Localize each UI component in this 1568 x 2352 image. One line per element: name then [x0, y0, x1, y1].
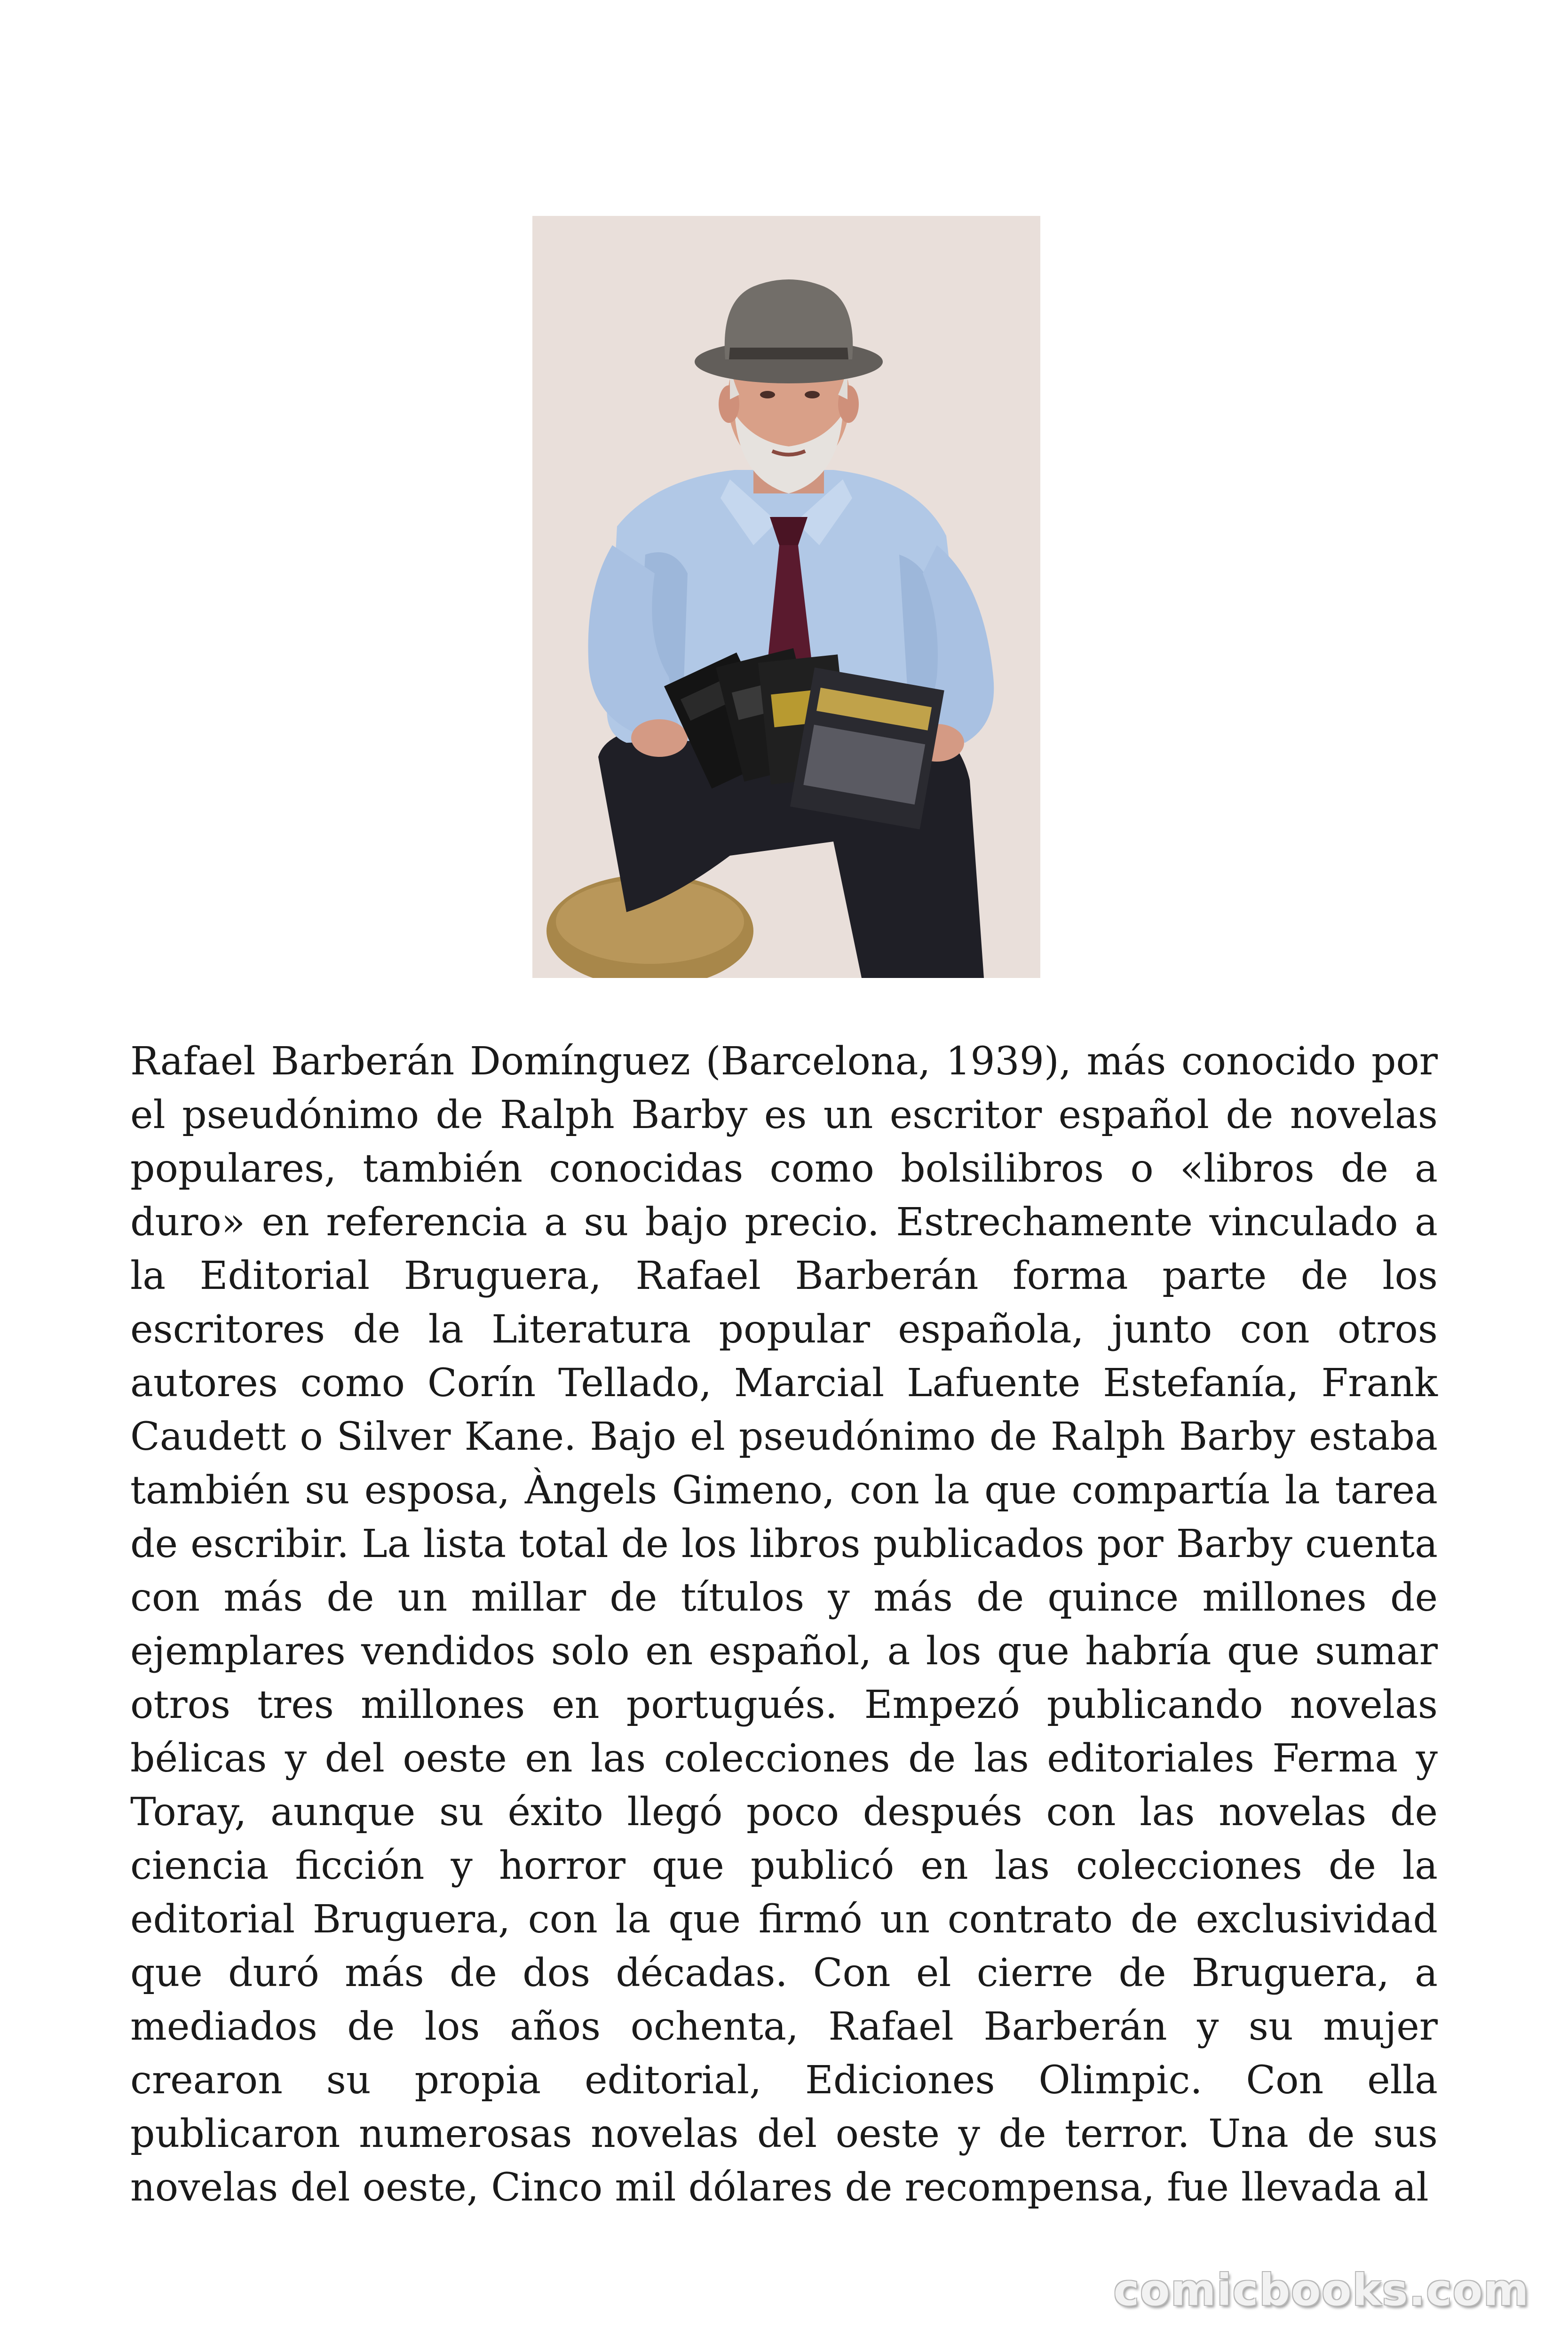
biography-paragraph: Rafael Barberán Domínguez (Barcelona, 1939), más conocido por el pseudónimo de Ralph Barby es un escritor español de novelas populares, también conocidas como bolsilibros o «libros de a duro» en referencia a su bajo precio. Estrechamente vinculado a la Editorial Bruguera, Rafael Barberán forma parte de los escritores de la Literatura popular española, junto con otros autores como Corín Tellado, Marcial Lafuente Estefanía, Frank Caudett o Silver Kane. Bajo el pseudónimo de Ralph Barby estaba también su esposa, Àngels Gimeno, con la que compartía la tarea de escribir. La lista total de los libros publicados por Barby cuenta con más de un millar de títulos y más de quince millones de ejemplares vendidos solo en español, a los que habría que sumar otros tres millones en portugués. Empezó publicando novelas bélicas y del oeste en las colecciones de las editoriales Ferma y Toray, aunque su éxito llegó poco después con las novelas de ciencia ficción y horror que publicó en las colecciones de la editorial Bruguera, con la que firmó un contrato de exclusividad que duró más de dos décadas. Con el cierre de Bruguera, a mediados de los años ochenta, Rafael Barberán y su mujer crearon su propia editorial, Ediciones Olimpic. Con ella publicaron numerosas novelas del oeste y de terror. Una de sus novelas del oeste, Cinco mil dólares de recompensa, fue llevada al [130, 1039, 1438, 2210]
watermark-logo: comicbooks.com [1113, 2265, 1529, 2315]
author-portrait-illustration [532, 216, 1040, 978]
author-photo [532, 216, 1040, 978]
